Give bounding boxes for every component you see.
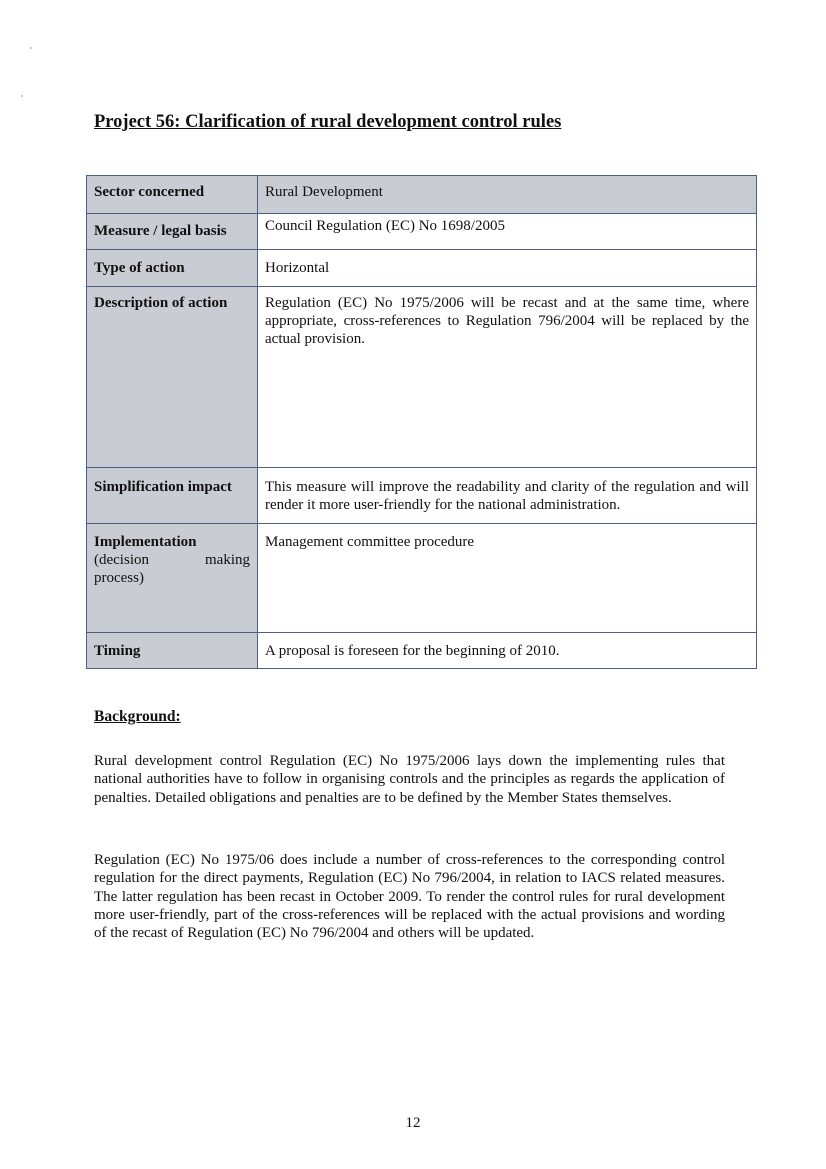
row-label: Simplification impact	[87, 468, 258, 524]
row-label: Description of action	[87, 287, 258, 468]
row-value: Council Regulation (EC) No 1698/2005	[258, 214, 757, 250]
row-value: Horizontal	[258, 250, 757, 287]
row-label-sub-c: process)	[94, 570, 144, 586]
table-row	[87, 524, 757, 633]
table-row	[87, 214, 757, 250]
table-row	[87, 176, 757, 214]
row-label-sub	[94, 551, 250, 569]
row-label: Sector concerned	[87, 176, 258, 214]
scan-speck	[30, 47, 32, 49]
project-info-table	[86, 175, 757, 669]
row-label: Implementation	[94, 534, 197, 550]
page-number: 12	[405, 1115, 421, 1131]
row-value: Regulation (EC) No 1975/2006 will be recast and at the same time, where appropriate, cross-references to Regulation 796/2004 will be replaced by the actual provision.	[258, 287, 757, 468]
background-heading: Background:	[94, 708, 181, 725]
row-label: Type of action	[87, 250, 258, 287]
table-row	[87, 250, 757, 287]
row-label-sub-a: (decision	[94, 552, 149, 568]
row-value: Management committee procedure	[258, 524, 757, 633]
row-value: Rural Development	[258, 176, 757, 214]
page-title: Project 56: Clarification of rural development control rules	[94, 112, 562, 132]
table-row	[87, 633, 757, 669]
background-paragraph: Rural development control Regulation (EC) No 1975/2006 lays down the implementing rules that national authorities have to follow in organising controls and the principles as regards the application of penalties. Detailed obligations and penalties are to be defined by the Member States themselves.	[94, 753, 725, 806]
row-label-sub-b: making	[205, 552, 250, 568]
scan-speck	[21, 95, 23, 97]
table-row	[87, 287, 757, 468]
table-row	[87, 468, 757, 524]
row-label-implementation	[87, 524, 258, 633]
row-value: A proposal is foreseen for the beginning of 2010.	[258, 633, 757, 669]
row-value: This measure will improve the readability and clarity of the regulation and will render it more user-friendly for the national administration.	[258, 468, 757, 524]
background-paragraph: Regulation (EC) No 1975/06 does include a number of cross-references to the corresponding control regulation for the direct payments, Regulation (EC) No 796/2004, in relation to IACS related measures. The latter regulation has been recast in October 2009. To render the control rules for rural development more user-friendly, part of the cross-references will be replaced with the actual provisions and wording of the recast of Regulation (EC) No 796/2004 and others will be updated.	[94, 852, 725, 942]
row-label: Measure / legal basis	[87, 214, 258, 250]
row-label: Timing	[87, 633, 258, 669]
